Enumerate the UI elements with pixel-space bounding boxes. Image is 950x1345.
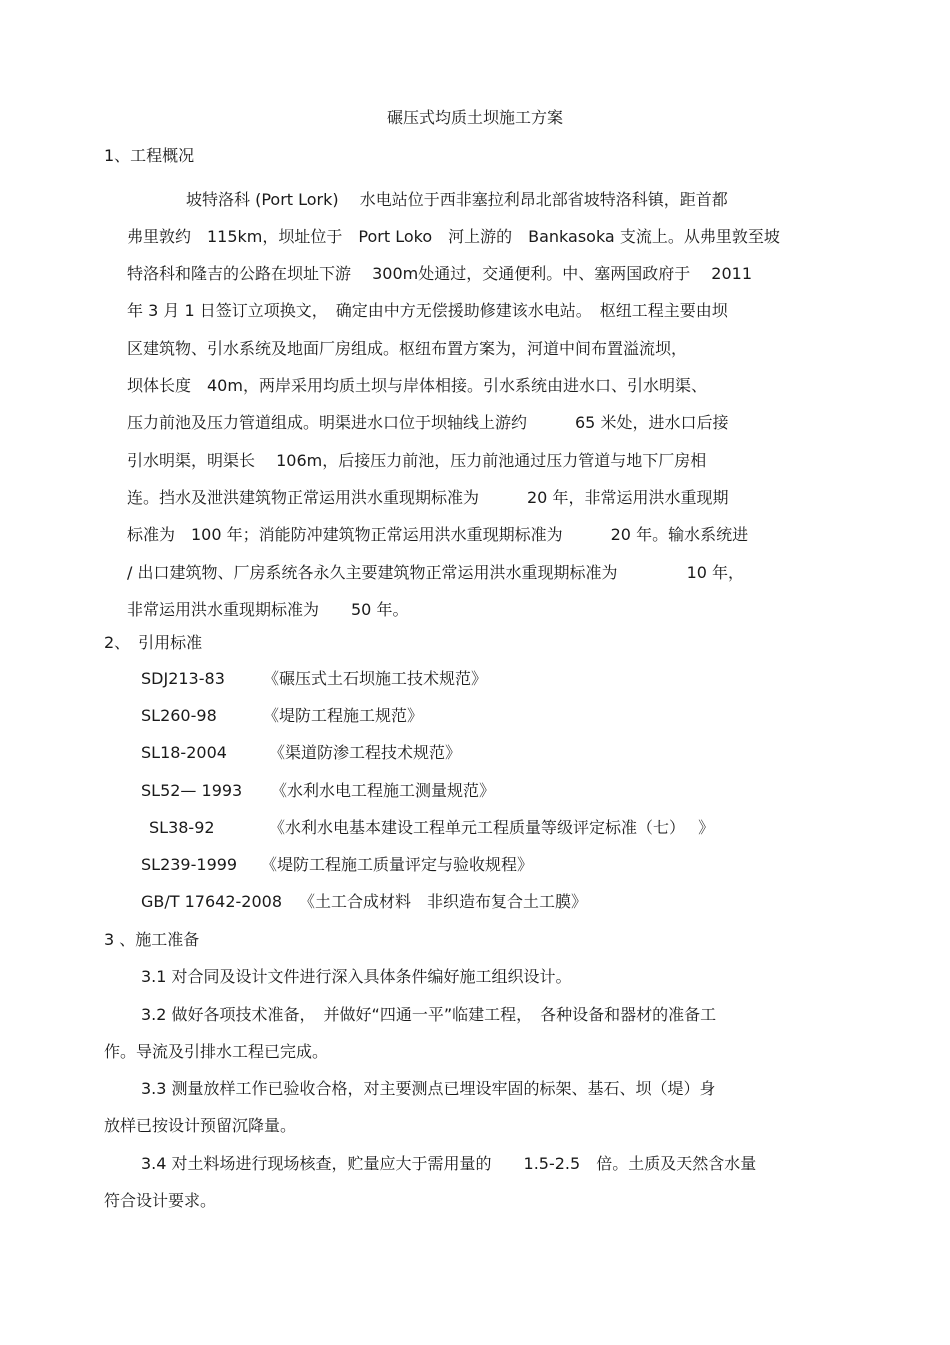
paragraph-line: 特洛科和隆吉的公路在坝址下游 300m处通过，交通便利。中、塞两国政府于 2011 (127, 264, 753, 283)
paragraph-line: 3.4 对土料场进行现场核查，贮量应大于需用量的 1.5-2.5 倍。土质及天然含水量 (141, 1154, 757, 1173)
standard-code: SDJ213-83 (141, 669, 225, 688)
section-2-heading: 2、 引用标准 (104, 633, 203, 652)
paragraph-line: 3.1 对合同及设计文件进行深入具体条件编好施工组织设计。 (141, 967, 572, 986)
standard-name: 《堤防工程施工规范》 (263, 706, 424, 725)
document-title: 碾压式均质土坝施工方案 (386, 108, 563, 127)
standard-code: SL260-98 (141, 706, 217, 725)
standard-code: SL18-2004 (141, 743, 227, 762)
paragraph-line: 坡特洛科 (Port Lork) 水电站位于西非塞拉利昂北部省坡特洛科镇，距首都 (186, 190, 728, 209)
standard-item (141, 705, 423, 727)
paragraph-line: 引水明渠，明渠长 106m，后接压力前池，压力前池通过压力管道与地下厂房相 (127, 451, 707, 470)
standard-code: SL239-1999 (141, 855, 238, 874)
standard-code: SL52— 1993 (141, 781, 243, 800)
paragraph-line: 非常运用洪水重现期标准为 50 年。 (127, 600, 409, 619)
standard-name: 《碾压式土石坝施工技术规范》 (263, 669, 488, 688)
standard-code: GB/T 17642-2008 (141, 892, 283, 911)
standard-name: 《土工合成材料 非织造布复合土工膜》 (299, 892, 588, 911)
standard-item (141, 780, 495, 802)
standard-item (141, 854, 533, 876)
paragraph-line: 放样已按设计预留沉降量。 (104, 1116, 297, 1135)
paragraph-line: 符合设计要求。 (104, 1191, 217, 1210)
paragraph-line: 3.3 测量放样工作已验收合格，对主要测点已埋设牢固的标架、基石、坝（堤）身 (141, 1079, 716, 1098)
standard-name: 《水利水电基本建设工程单元工程质量等级评定标准（七） 》 (269, 818, 715, 837)
standard-name: 《堤防工程施工质量评定与验收规程》 (261, 855, 534, 874)
standard-item (141, 668, 487, 690)
section-3-heading: 3 、施工准备 (104, 930, 200, 949)
paragraph-line: 压力前池及压力管道组成。明渠进水口位于坝轴线上游约 65 米处，进水口后接 (127, 413, 729, 432)
paragraph-line: 作。导流及引排水工程已完成。 (104, 1042, 329, 1061)
paragraph-line: 连。挡水及泄洪建筑物正常运用洪水重现期标准为 20 年，非常运用洪水重现期 (127, 488, 729, 507)
section-1-heading: 1、工程概况 (104, 146, 195, 165)
standard-name: 《水利水电工程施工测量规范》 (271, 781, 496, 800)
standard-item (141, 742, 461, 764)
paragraph-line: 年 3 月 1 日签订立项换文， 确定由中方无偿援助修建该水电站。 枢纽工程主要由坝 (127, 301, 728, 320)
standard-name: 《渠道防渗工程技术规范》 (269, 743, 462, 762)
standard-item (149, 817, 714, 839)
paragraph-line: 区建筑物、引水系统及地面厂房组成。枢纽布置方案为，河道中间布置溢流坝， (127, 339, 688, 358)
paragraph-line: / 出口建筑物、厂房系统各永久主要建筑物正常运用洪水重现期标准为 10 年， (127, 563, 745, 582)
paragraph-line: 弗里敦约 115km，坝址位于 Port Loko 河上游的 Bankasoka 支流上。从弗里敦至坡 (127, 227, 780, 246)
standard-item (141, 891, 587, 913)
paragraph-line: 坝体长度 40m，两岸采用均质土坝与岸体相接。引水系统由进水口、引水明渠、 (127, 376, 707, 395)
paragraph-line: 3.2 做好各项技术准备， 并做好“四通一平”临建工程， 各种设备和器材的准备工 (141, 1005, 717, 1024)
standard-code: SL38-92 (149, 818, 215, 837)
paragraph-line: 标准为 100 年；消能防冲建筑物正常运用洪水重现期标准为 20 年。输水系统进 (127, 525, 749, 544)
